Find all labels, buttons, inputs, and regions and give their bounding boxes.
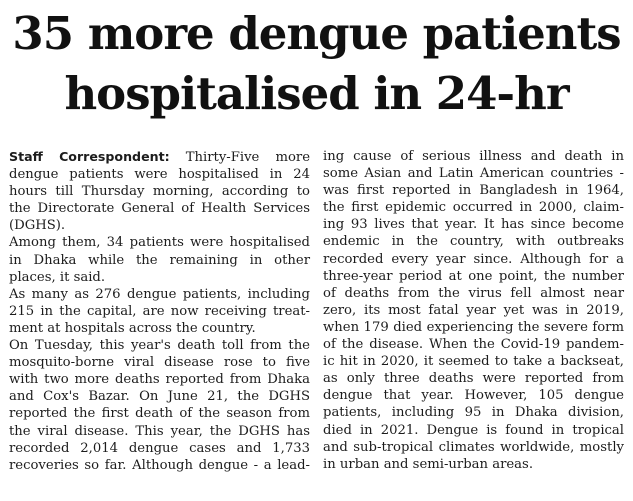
byline: Staff Correspondent: [9, 149, 170, 164]
headline-line-1: 35 more dengue patients [12, 7, 621, 60]
text-line [9, 148, 310, 166]
text-line: endemic in the country, with outbreaks [323, 234, 624, 250]
text-line: As many as 276 dengue patients, including [9, 286, 310, 302]
headline-line-2: hospitalised in 24-hr [64, 67, 569, 120]
text-line: three-year period at one point, the number [323, 268, 624, 284]
text-line: ing cause of serious illness and death in [323, 149, 624, 164]
text-line: dengue patients were hospitalised in 24 [9, 167, 310, 183]
text-line: of the disease. When the Covid-19 pandem- [323, 337, 624, 353]
text-line: recorded 2,014 dengue cases and 1,733 [9, 440, 310, 456]
text-line: recoveries so far. Although dengue - a lead- [9, 457, 310, 473]
text-line: zero, its most fatal year yet was in 2019, [323, 302, 624, 318]
text-line: On Tuesday, this year's death toll from the [9, 338, 310, 354]
text-line: ic hit in 2020, it seemed to take a backseat, [323, 354, 624, 370]
text-line: and Cox's Bazar. On June 21, the DGHS [9, 389, 310, 405]
lead-text: Thirty-Five more [169, 150, 310, 165]
text-line: as only three deaths were reported from [323, 371, 624, 387]
text-line: with two more deaths reported from Dhaka [9, 372, 310, 388]
article-body [9, 148, 624, 474]
text-line: was first reported in Bangladesh in 1964, [323, 183, 624, 199]
text-line: in Dhaka while the remaining in other [9, 252, 310, 268]
text-line: the first epidemic occurred in 2000, claim- [323, 200, 624, 216]
text-line: ing 93 lives that year. It has since become [323, 217, 624, 233]
text-line: recorded every year since. Although for a [323, 251, 624, 267]
text-line: Among them, 34 patients were hospitalised [9, 235, 310, 251]
column-left [9, 148, 310, 474]
text-line: in urban and semi-urban areas. [323, 456, 534, 472]
text-line: when 179 died experiencing the severe form [323, 319, 624, 335]
text-line: places, it said. [9, 269, 106, 285]
text-line: hours till Thursday morning, according to [9, 184, 310, 200]
text-line: and sub-tropical climates worldwide, mostly [323, 439, 624, 455]
text-line: patients, including 95 in Dhaka division, [323, 405, 624, 421]
text-line: reported the first death of the season from [9, 406, 310, 422]
text-line: the Directorate General of Health Services [9, 201, 310, 217]
text-line: the viral disease. This year, the DGHS has [9, 423, 310, 439]
text-line: ment at hospitals across the country. [9, 320, 256, 336]
column-right [323, 148, 624, 474]
text-line: 215 in the capital, are now receiving treat- [9, 303, 310, 319]
text-line: dengue that year. However, 105 dengue [323, 388, 624, 404]
headline [8, 4, 625, 124]
text-line: mosquito-borne viral disease rose to five [9, 355, 310, 371]
text-line: died in 2021. Dengue is found in tropical [323, 422, 624, 438]
text-line: some Asian and Latin American countries - [323, 166, 624, 182]
text-line: (DGHS). [9, 218, 66, 234]
text-line: of deaths from the virus fell almost near [323, 285, 624, 301]
